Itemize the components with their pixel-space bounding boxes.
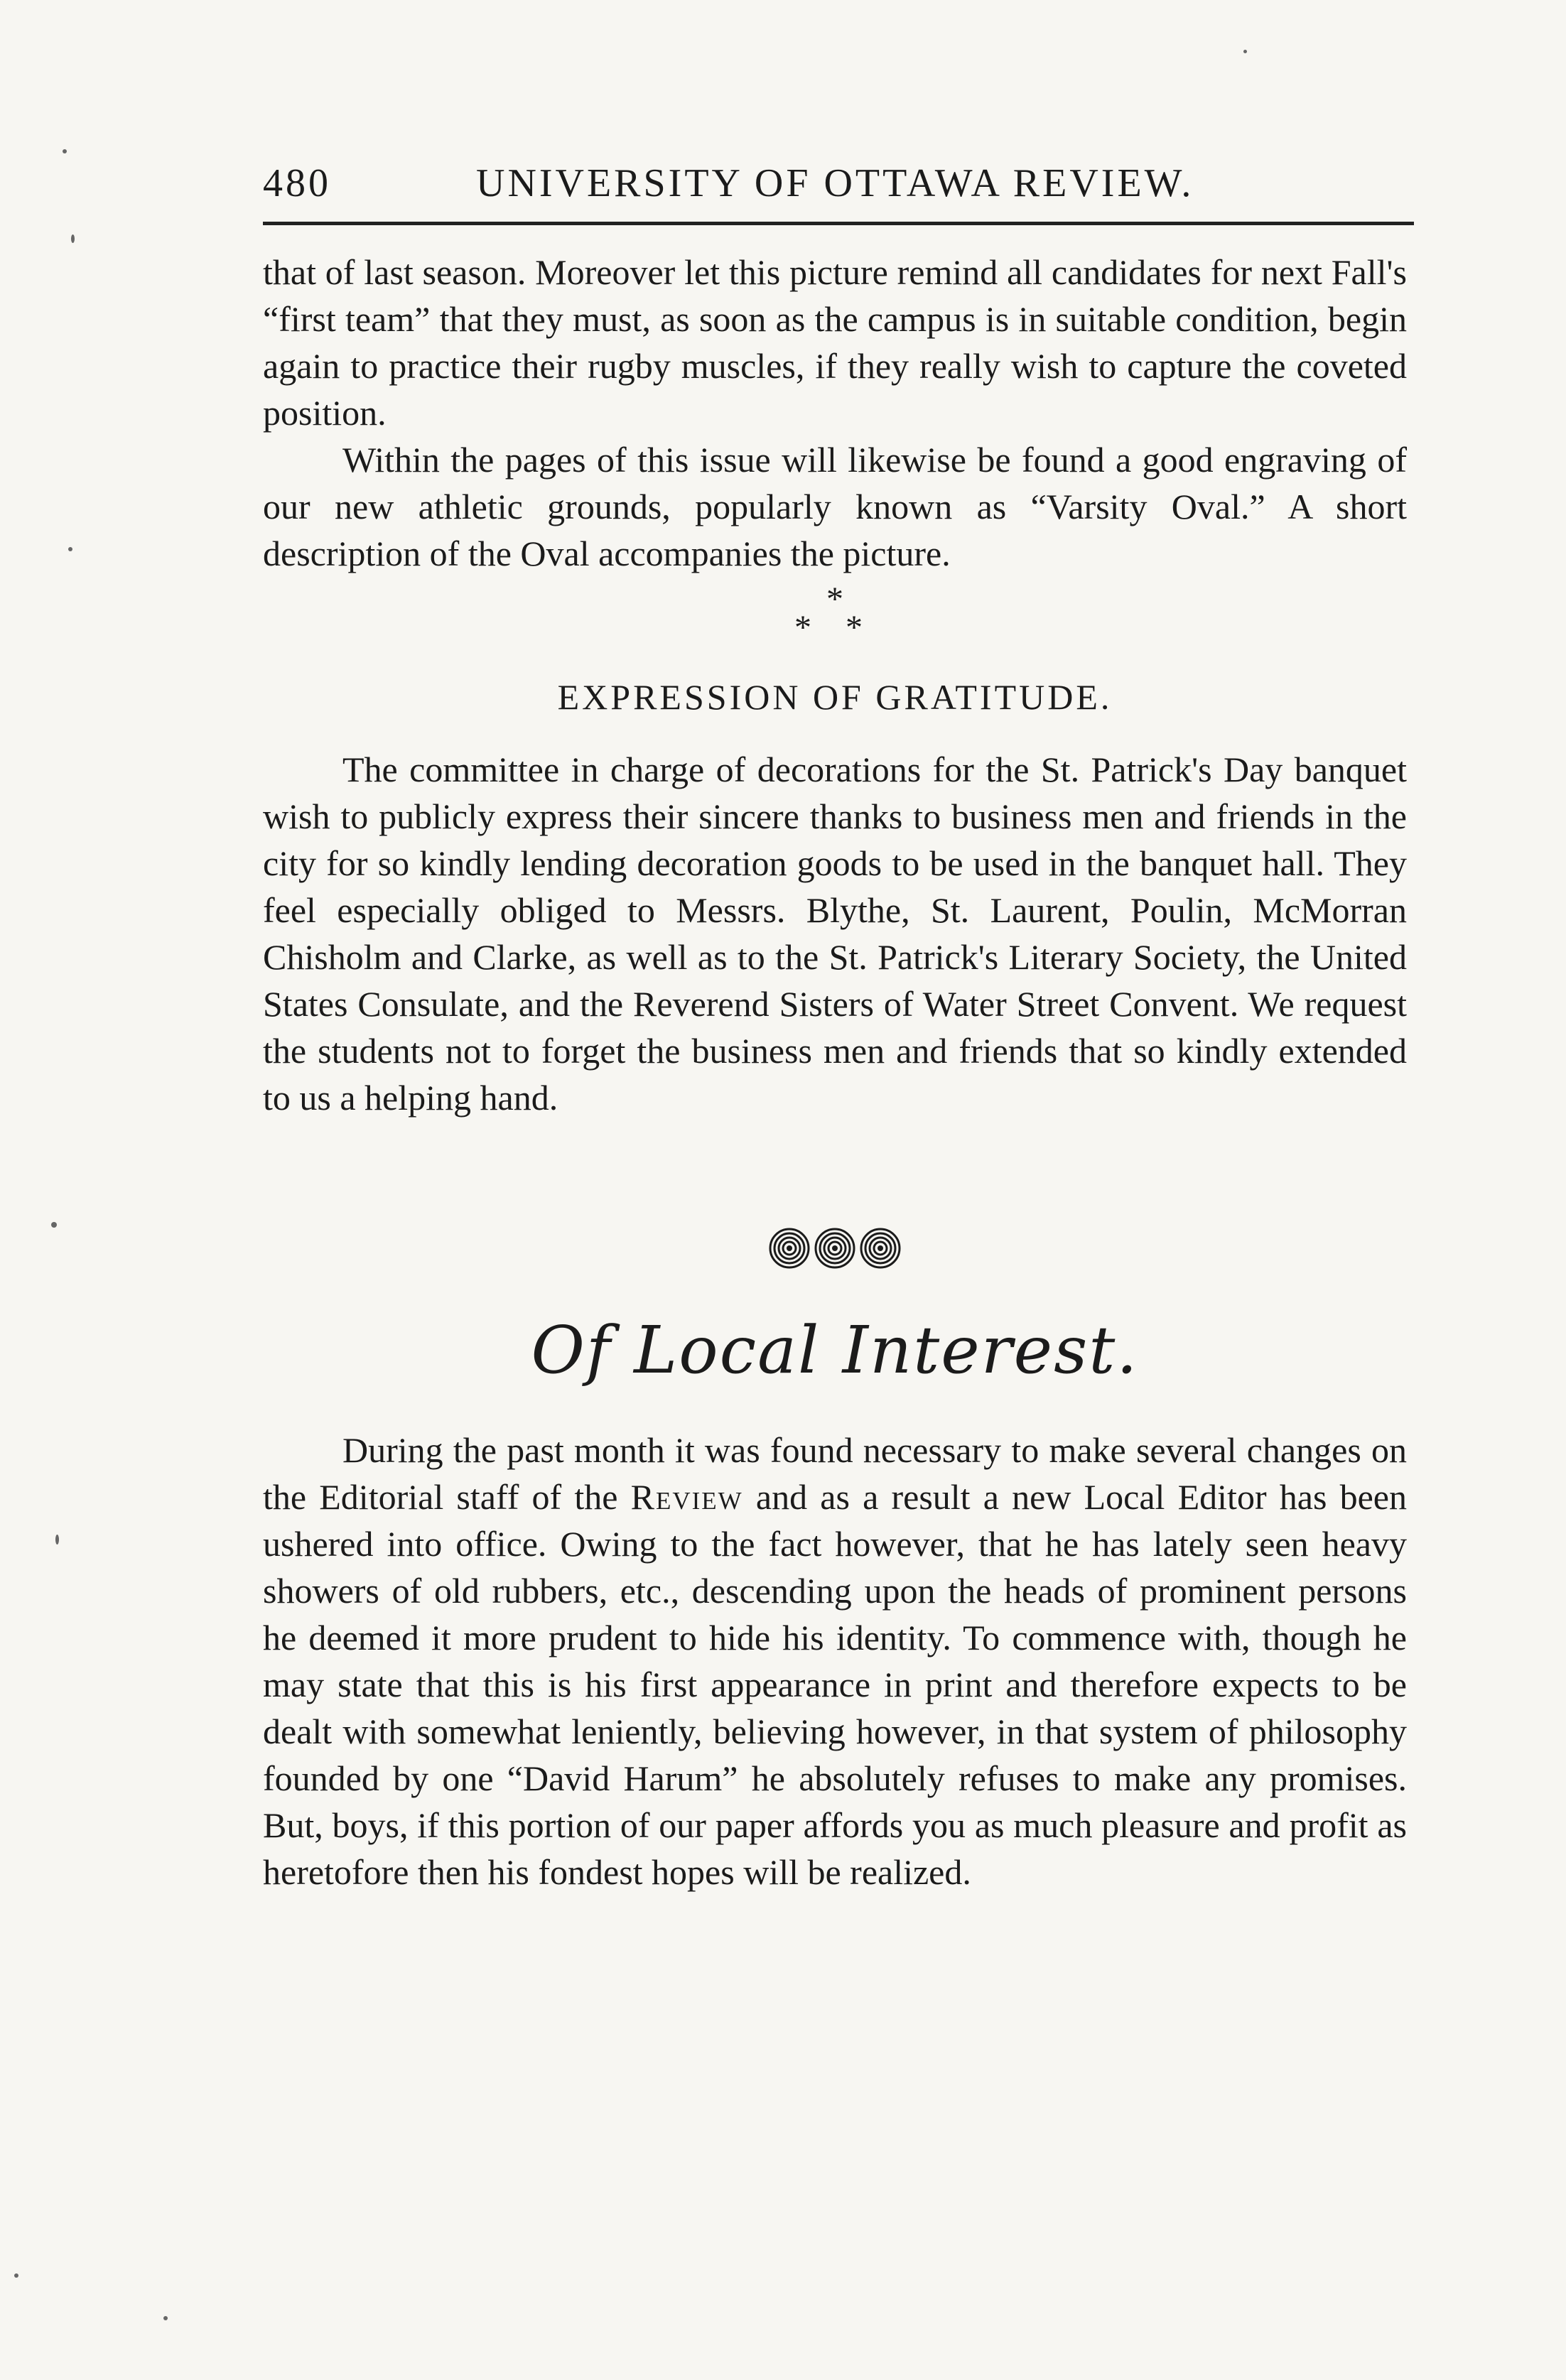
asterism (263, 580, 1407, 647)
paragraph-continuation: that of last season. Moreover let this picture remind all candidates for next Fall's “first team” that they must, as soon as the campus is in suitable condition, begin again to practice their rugby muscles, if they really wish to capture the coveted position. (263, 252, 1407, 433)
journal-title: UNIVERSITY OF OTTAWA REVIEW. (476, 161, 1194, 205)
margin-speck (51, 1222, 57, 1228)
header-rule (263, 222, 1414, 225)
spiral-icon (814, 1228, 855, 1269)
spiral-ornament-icon (263, 1228, 1407, 1269)
page (263, 142, 1407, 1892)
review-word: Review (630, 1477, 743, 1517)
section-heading-local-interest: Of Local Interest. (531, 1312, 1139, 1388)
margin-speck (55, 1535, 59, 1545)
margin-speck (71, 234, 75, 243)
margin-speck (63, 149, 67, 153)
asterism-bottom: * * (794, 609, 875, 647)
margin-speck (14, 2273, 18, 2278)
margin-speck (1243, 50, 1247, 53)
asterism-top: * (826, 580, 843, 618)
section-heading-gratitude: EXPRESSION OF GRATITUDE. (557, 677, 1113, 717)
running-head (263, 142, 1400, 220)
local-interest-text-start: During the past month it was found necessary to make several changes on the Editorial staff of the (263, 1430, 1407, 1517)
margin-speck (163, 2316, 168, 2320)
page-number: 480 (263, 161, 331, 205)
paragraph-local-interest (263, 1427, 1407, 1895)
spiral-icon (769, 1228, 810, 1269)
paragraph-gratitude: The committee in charge of decorations for the St. Patrick's Day banquet wish to publicly express their sincere thanks to business men and friends in the city for so kindly lending decoration goods to be used in the banquet hall. They feel especially obliged to Messrs. Blythe, St. Laurent, Poulin, McMorran Chisholm and Clarke, as well as to the St. Patrick's Literary Society, the United States Consulate, and the Reverend Sisters of Water Street Convent. We request the students not to forget the business men and friends that so kindly extended to us a helping hand. (263, 750, 1407, 1118)
article-text (263, 249, 1407, 1895)
paragraph-varsity-oval: Within the pages of this issue will likewise be found a good engraving of our new athletic grounds, popularly known as “Varsity Oval.” A short description of the Oval accompanies the picture. (263, 440, 1407, 573)
margin-speck (68, 547, 72, 551)
spiral-icon (860, 1228, 901, 1269)
local-interest-text-end: and as a result a new Local Editor has been ushered into office. Owing to the fact however, that he has lately seen heavy showers of old rubbers, etc., descending upon the heads of prominent persons he deemed it more prudent to hide his identity. To commence with, though he may state that this is his first appearance in print and therefore expects to be dealt with somewhat leniently, believing however, in that system of philosophy founded by one “David Harum” he absolutely refuses to make any promises. But, boys, if this portion of our paper affords you as much pleasure and profit as heretofore then his fondest hopes will be realized. (263, 1477, 1407, 1892)
